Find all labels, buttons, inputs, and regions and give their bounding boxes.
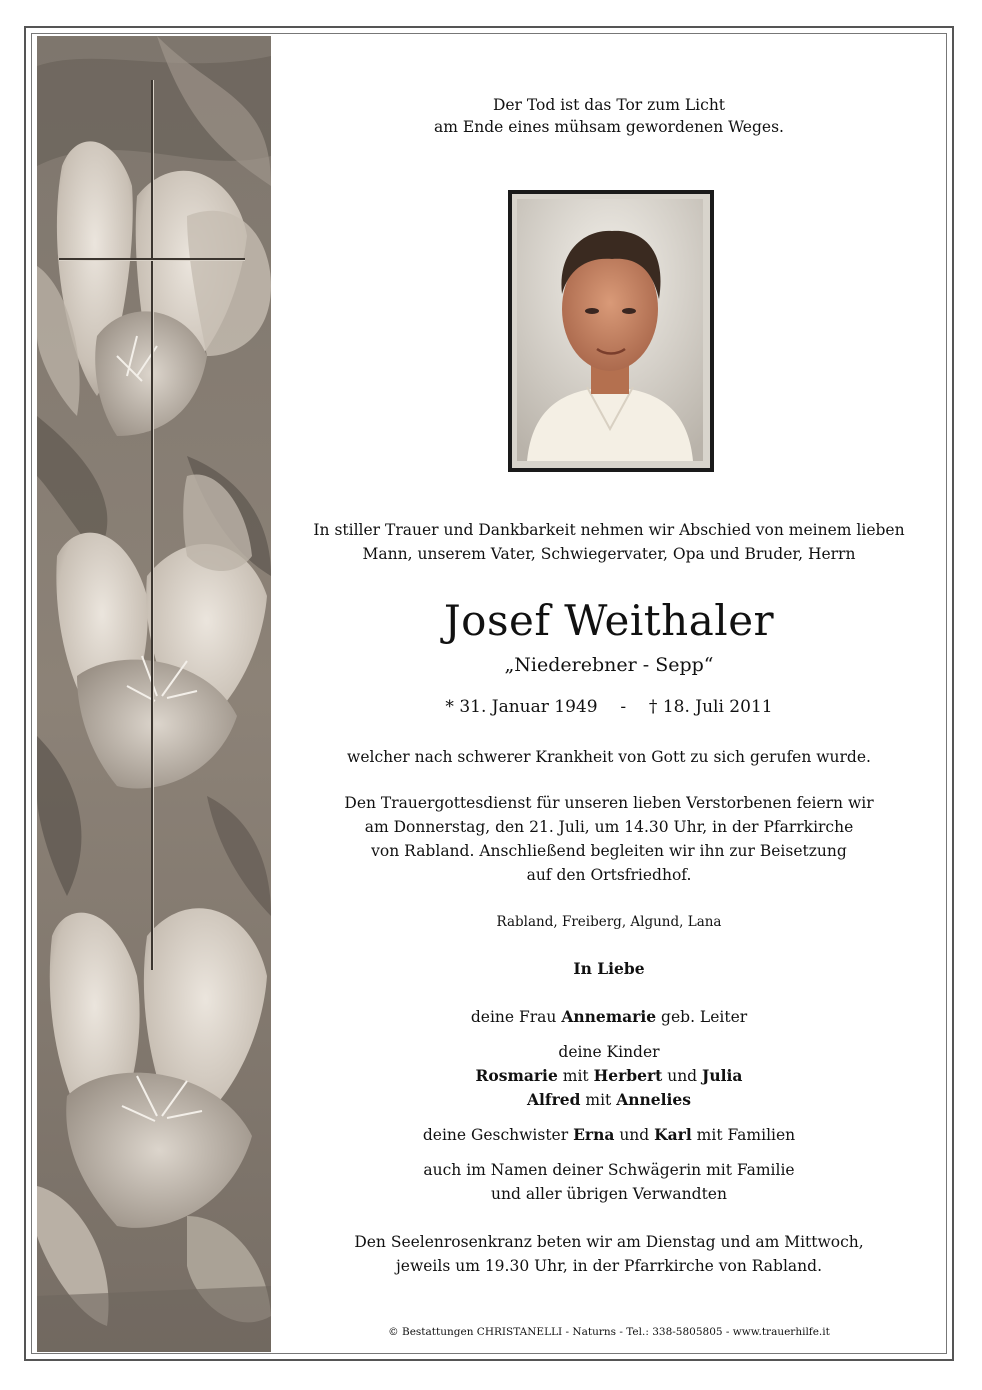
- rosary-line-2: jeweils um 19.30 Uhr, in der Pfarrkirche von Rabland.: [396, 1257, 822, 1275]
- relatives-line-2: und aller übrigen Verwandten: [491, 1185, 727, 1203]
- rosary-line-1: Den Seelenrosenkranz beten wir am Dienstag und am Mittwoch,: [354, 1233, 864, 1251]
- children-line-1: Rosmarie mit Herbert und Julia: [475, 1066, 743, 1085]
- wife-line: deine Frau Annemarie geb. Leiter: [470, 1007, 748, 1026]
- motto-line-2: am Ende eines mühsam gewordenen Weges.: [434, 118, 784, 136]
- life-dates: [271, 696, 947, 718]
- children-line-2: Alfred mit Annelies: [526, 1090, 691, 1109]
- siblings-line: deine Geschwister Erna und Karl mit Familien: [422, 1125, 796, 1144]
- children-label: deine Kinder: [558, 1043, 660, 1061]
- obituary-text: [271, 36, 947, 1352]
- intro-line-1: In stiller Trauer und Dankbarkeit nehmen wir Abschied von meinem lieben: [313, 521, 905, 539]
- in-love-heading: In Liebe: [573, 959, 645, 978]
- portrait-frame: [508, 190, 714, 472]
- wife-name: Annemarie: [561, 1007, 657, 1026]
- service-line-3: von Rabland. Anschließend begleiten wir ihn zur Beisetzung: [371, 842, 847, 860]
- intro-line-2: Mann, unserem Vater, Schwiegervater, Opa und Bruder, Herrn: [362, 545, 856, 563]
- service-line-4: auf den Ortsfriedhof.: [526, 866, 692, 884]
- death-date: † 18. Juli 2011: [648, 697, 773, 717]
- places-line: Rabland, Freiberg, Algund, Lana: [496, 914, 722, 930]
- deceased-nickname: „Niederebner - Sepp“: [504, 654, 714, 676]
- date-separator: -: [620, 697, 627, 717]
- relatives-line-1: auch im Namen deiner Schwägerin mit Familie: [423, 1161, 795, 1179]
- birth-date: * 31. Januar 1949: [445, 697, 598, 717]
- service-line-2: am Donnerstag, den 21. Juli, um 14.30 Uhr, in der Pfarrkirche: [364, 818, 854, 836]
- service-line-1: Den Trauergottesdienst für unseren lieben Verstorbenen feiern wir: [344, 794, 874, 812]
- deceased-name: Josef Weithaler: [443, 596, 775, 645]
- lily-illustration: [37, 36, 271, 1352]
- footer-credit: © Bestattungen CHRISTANELLI - Naturns - Tel.: 338-5805805 - www.trauerhilfe.it: [388, 1326, 830, 1338]
- called-line: welcher nach schwerer Krankheit von Gott zu sich gerufen wurde.: [347, 748, 871, 766]
- flower-image-strip: [37, 36, 271, 1352]
- portrait-photo: [517, 199, 705, 463]
- motto-line-1: Der Tod ist das Tor zum Licht: [492, 96, 726, 114]
